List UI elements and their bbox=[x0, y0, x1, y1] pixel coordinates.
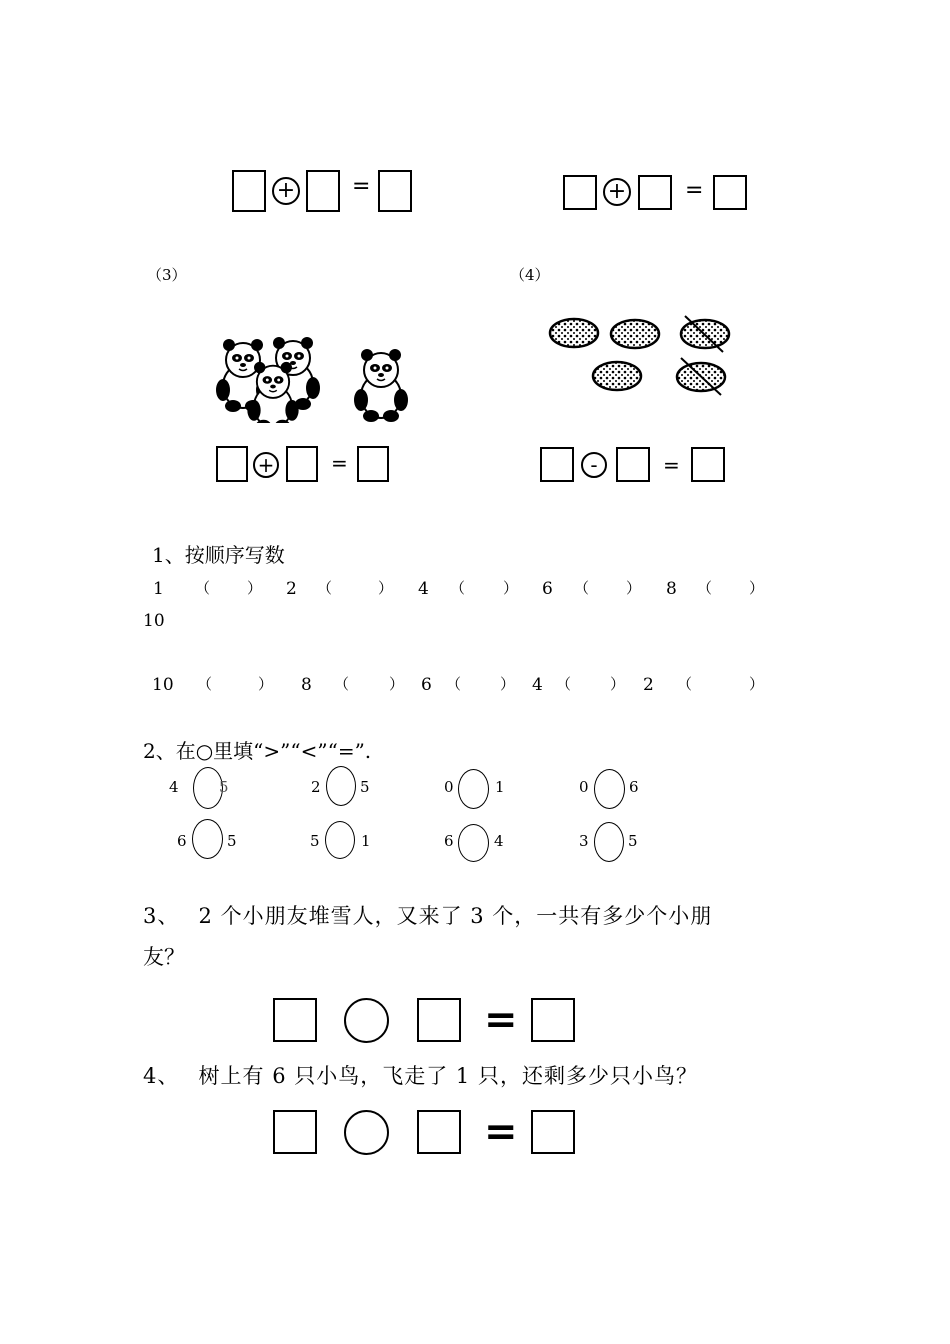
compare-left-number: 6 bbox=[177, 832, 187, 850]
compare-right-number: 4 bbox=[494, 832, 504, 850]
close-paren: ） bbox=[626, 579, 642, 597]
compare-right-number: 5 bbox=[360, 778, 370, 796]
answer-box[interactable] bbox=[232, 170, 266, 212]
compare-answer-oval[interactable] bbox=[458, 824, 489, 862]
potato-illustration bbox=[545, 310, 735, 400]
sequence-number: 8 bbox=[301, 675, 312, 695]
sequence-number: 1 bbox=[153, 579, 164, 599]
potato-icon bbox=[550, 319, 598, 347]
plus-circle-icon: + bbox=[603, 178, 631, 206]
answer-box[interactable] bbox=[306, 170, 340, 212]
open-paren: （ bbox=[197, 675, 213, 693]
compare-answer-oval[interactable] bbox=[326, 766, 356, 806]
open-paren: （ bbox=[317, 579, 333, 597]
equals-sign: = bbox=[352, 174, 371, 199]
compare-right-number: 6 bbox=[629, 778, 639, 796]
potato-icon bbox=[611, 320, 659, 348]
answer-box[interactable] bbox=[540, 447, 574, 482]
answer-box[interactable] bbox=[531, 998, 575, 1042]
equals-sign: = bbox=[331, 451, 348, 475]
close-paren: ） bbox=[389, 675, 405, 693]
compare-answer-oval[interactable] bbox=[458, 769, 489, 809]
compare-right-number: 5 bbox=[628, 832, 638, 850]
answer-box[interactable] bbox=[378, 170, 412, 212]
sequence-number: 10 bbox=[143, 611, 165, 631]
question-1-title: 1、按顺序写数 bbox=[152, 543, 285, 567]
compare-right-number: 5 bbox=[219, 778, 229, 796]
open-paren: （ bbox=[446, 675, 462, 693]
compare-left-number: 2 bbox=[311, 778, 321, 796]
compare-right-number: 1 bbox=[495, 778, 505, 796]
operator-answer-circle[interactable] bbox=[344, 998, 389, 1043]
answer-box[interactable] bbox=[417, 998, 461, 1042]
answer-box[interactable] bbox=[417, 1110, 461, 1154]
equals-sign: = bbox=[685, 178, 704, 203]
close-paren: ） bbox=[749, 579, 765, 597]
open-paren: （ bbox=[334, 675, 350, 693]
sequence-number: 4 bbox=[532, 675, 543, 695]
compare-left-number: 4 bbox=[169, 778, 179, 796]
close-paren: ） bbox=[500, 675, 516, 693]
answer-box[interactable] bbox=[357, 446, 389, 482]
compare-left-number: 3 bbox=[579, 832, 589, 850]
answer-box[interactable] bbox=[638, 175, 672, 210]
compare-answer-oval[interactable] bbox=[325, 821, 355, 859]
sequence-number: 2 bbox=[643, 675, 654, 695]
compare-answer-oval[interactable] bbox=[594, 769, 625, 809]
answer-box[interactable] bbox=[273, 998, 317, 1042]
open-paren: （ bbox=[450, 579, 466, 597]
sequence-number: 8 bbox=[666, 579, 677, 599]
compare-answer-oval[interactable] bbox=[594, 822, 624, 862]
compare-left-number: 0 bbox=[444, 778, 454, 796]
compare-right-number: 5 bbox=[227, 832, 237, 850]
open-paren: （ bbox=[195, 579, 211, 597]
answer-box[interactable] bbox=[286, 446, 318, 482]
close-paren: ） bbox=[749, 675, 765, 693]
compare-right-number: 1 bbox=[361, 832, 371, 850]
figure-label-4: （4） bbox=[510, 266, 550, 284]
close-paren: ） bbox=[378, 579, 394, 597]
panda-illustration bbox=[205, 328, 420, 423]
answer-box[interactable] bbox=[691, 447, 725, 482]
answer-box[interactable] bbox=[713, 175, 747, 210]
close-paren: ） bbox=[258, 675, 274, 693]
equals-sign: = bbox=[484, 997, 518, 1043]
compare-left-number: 6 bbox=[444, 832, 454, 850]
answer-box[interactable] bbox=[531, 1110, 575, 1154]
open-paren: （ bbox=[677, 675, 693, 693]
sequence-number: 4 bbox=[418, 579, 429, 599]
compare-left-number: 5 bbox=[310, 832, 320, 850]
plus-circle-icon: + bbox=[253, 452, 279, 478]
open-paren: （ bbox=[556, 675, 572, 693]
compare-left-number: 0 bbox=[579, 778, 589, 796]
close-paren: ） bbox=[610, 675, 626, 693]
question-3-text-continued: 友？ bbox=[143, 945, 185, 969]
minus-circle-icon: - bbox=[581, 452, 607, 478]
operator-answer-circle[interactable] bbox=[344, 1110, 389, 1155]
compare-answer-oval[interactable] bbox=[192, 819, 223, 859]
sequence-number: 10 bbox=[152, 675, 174, 695]
equals-sign: = bbox=[484, 1109, 518, 1155]
question-4-text: 4、 树上有 6 只小鸟，飞走了 1 只，还剩多少只小鸟？ bbox=[143, 1064, 698, 1088]
plus-circle-icon: + bbox=[272, 177, 300, 205]
equals-sign: = bbox=[663, 453, 680, 477]
close-paren: ） bbox=[503, 579, 519, 597]
open-paren: （ bbox=[574, 579, 590, 597]
panda-icon bbox=[354, 349, 408, 422]
answer-box[interactable] bbox=[616, 447, 650, 482]
answer-box[interactable] bbox=[273, 1110, 317, 1154]
sequence-number: 6 bbox=[421, 675, 432, 695]
open-paren: （ bbox=[697, 579, 713, 597]
sequence-number: 2 bbox=[286, 579, 297, 599]
close-paren: ） bbox=[247, 579, 263, 597]
question-3-text: 3、 2 个小朋友堆雪人，又来了 3 个，一共有多少个小朋 bbox=[143, 904, 713, 928]
question-2-title: 2、在○里填“>”“<”“=”. bbox=[143, 739, 372, 763]
figure-label-3: （3） bbox=[147, 266, 187, 284]
sequence-number: 6 bbox=[542, 579, 553, 599]
answer-box[interactable] bbox=[563, 175, 597, 210]
answer-box[interactable] bbox=[216, 446, 248, 482]
potato-icon bbox=[593, 362, 641, 390]
